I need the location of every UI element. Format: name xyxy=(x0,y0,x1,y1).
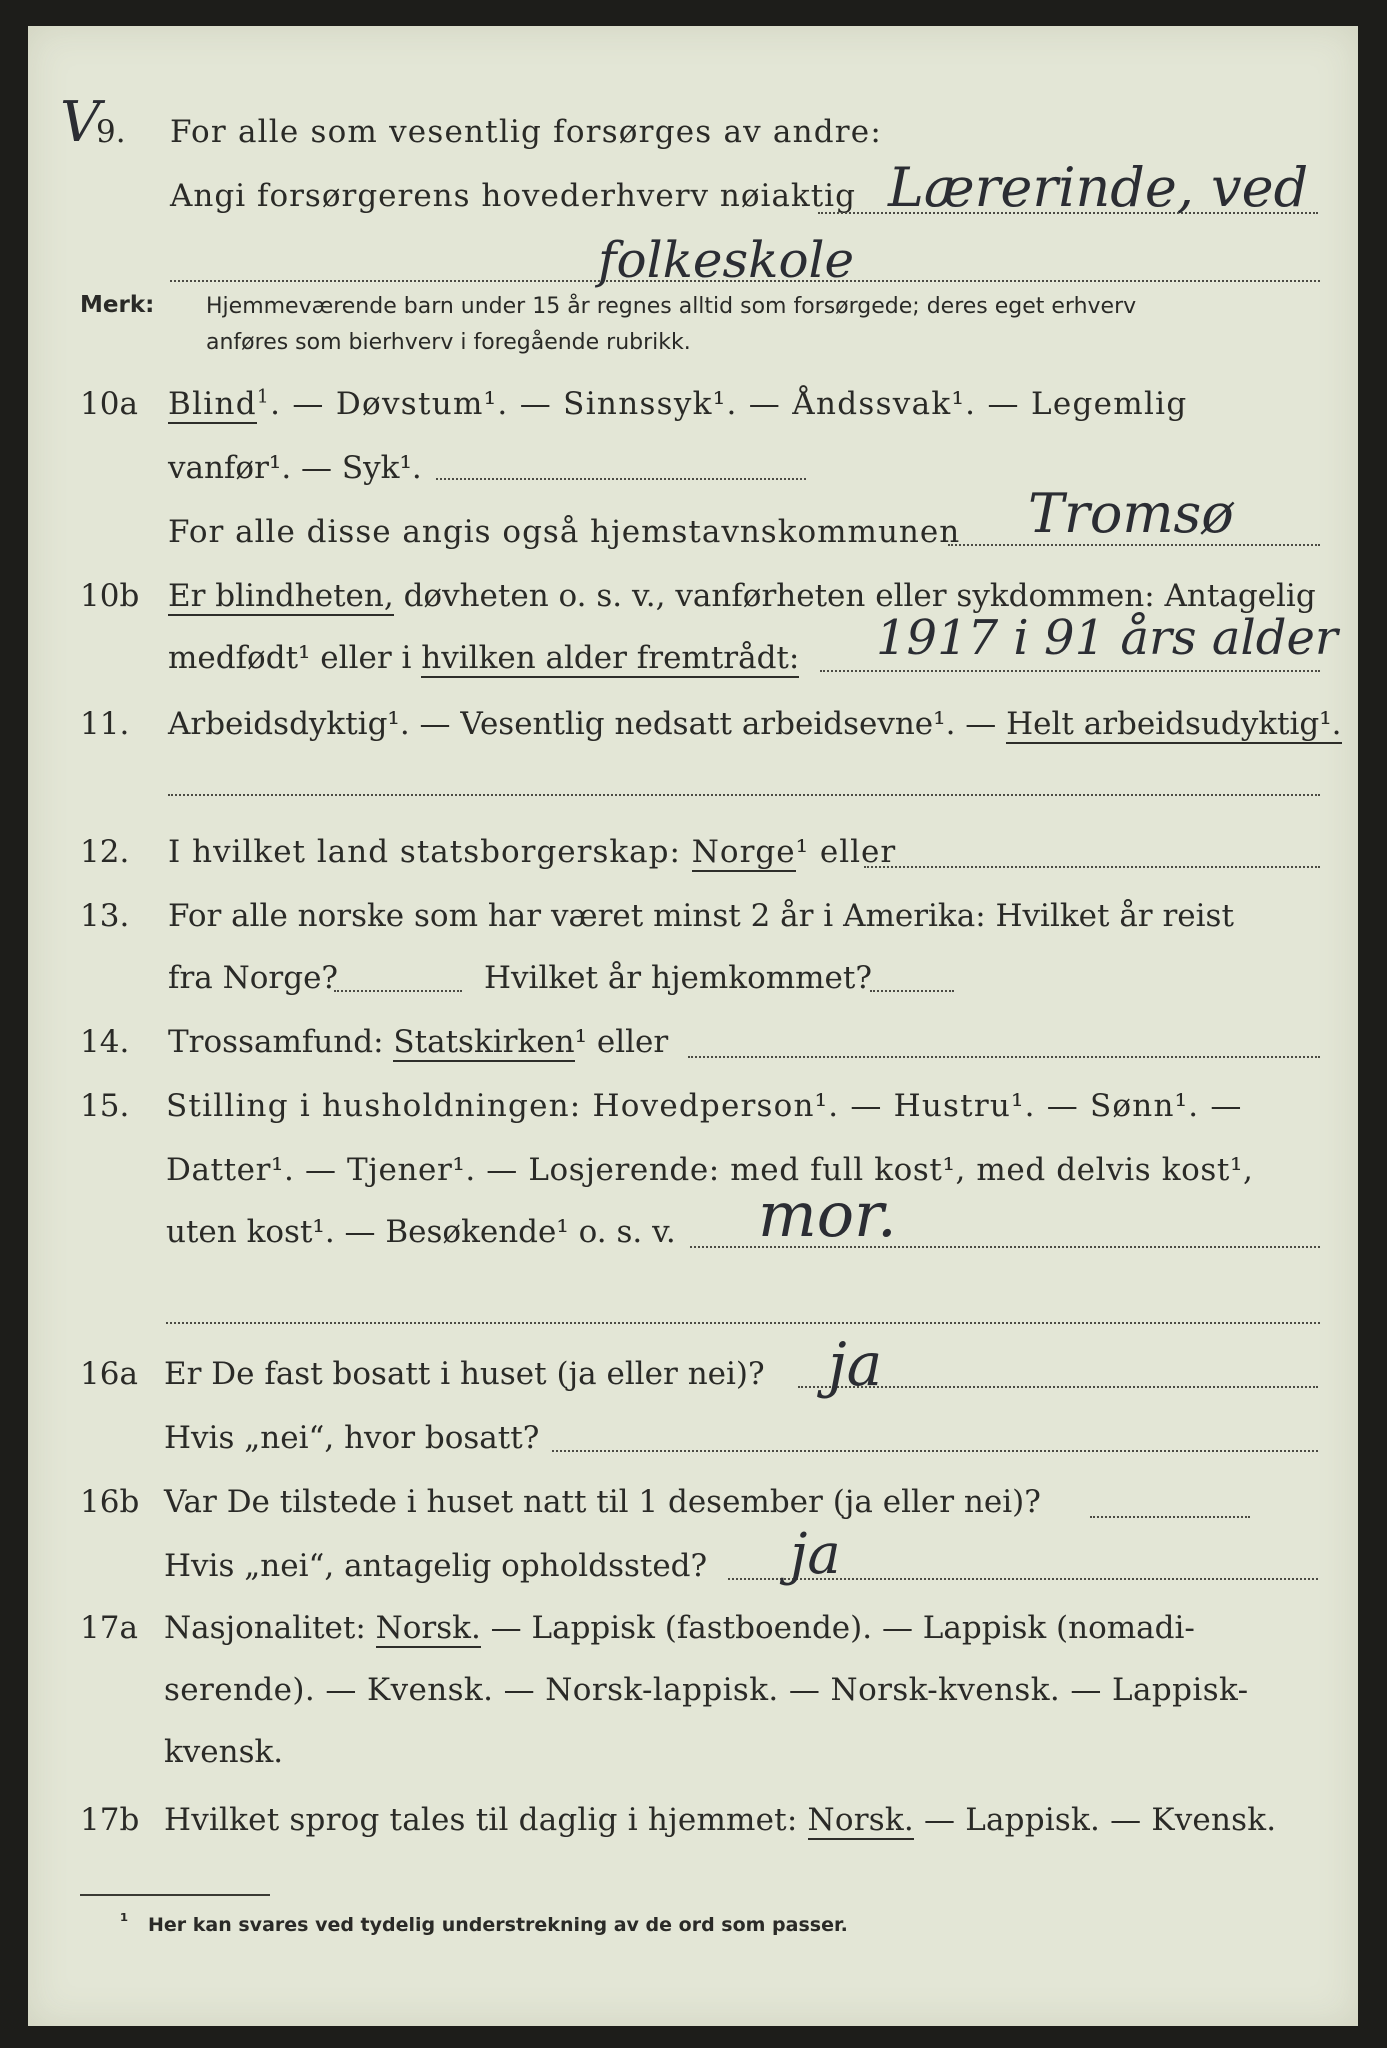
footnote-text: Her kan svares ved tydelig understrekning av de ord som passer. xyxy=(148,1914,848,1936)
footnote-rule xyxy=(80,1894,270,1896)
q17a-line2: serende). — Kvensk. — Norsk-lappisk. — Norsk-kvensk. — Lappisk- xyxy=(164,1672,1249,1708)
q16b-line2: Hvis „nei“, antagelig opholdssted? xyxy=(164,1548,708,1584)
q17b-line-start: Hvilket sprog tales til daglig i hjemmet: xyxy=(164,1802,808,1838)
q13-line2b: Hvilket år hjemkommet? xyxy=(484,960,872,996)
q10a-line1: Blind$^1$. — Døvstum¹. — Sinnssyk¹. — Åndssvak¹. — Legemlig xyxy=(168,386,1188,422)
q9-number: 9. xyxy=(96,114,126,150)
q15-line1: Stilling i husholdningen: Hovedperson¹. — Hustru¹. — Sønn¹. — xyxy=(166,1088,1243,1124)
q9-line1: For alle som vesentlig forsørges av andre: xyxy=(170,114,882,150)
q17a-norsk-underlined[interactable]: Norsk. xyxy=(375,1610,481,1646)
footnote-mark: ¹ xyxy=(120,1910,129,1932)
q15-line2: Datter¹. — Tjener¹. — Losjerende: med full kost¹, med delvis kost¹, xyxy=(166,1152,1254,1188)
q9-line2: Angi forsørgerens hovederhverv nøiaktig xyxy=(170,178,856,214)
q16b-answer[interactable]: ja xyxy=(790,1522,841,1587)
q14-answer-line xyxy=(688,1056,1320,1058)
q16a-line2: Hvis „nei“, hvor bosatt? xyxy=(164,1420,540,1456)
q12-answer-line xyxy=(864,866,1320,868)
q10b-alder-underlined[interactable]: hvilken alder fremtrådt: xyxy=(421,640,800,676)
q10a-line2: vanfør¹. — Syk¹. xyxy=(168,450,422,486)
q17a-line1-rest: — Lappisk (fastboende). — Lappisk (nomadi- xyxy=(480,1610,1195,1646)
q10b-number: 10b xyxy=(80,578,140,614)
q13-year-left-line xyxy=(334,990,462,992)
q10b-line1 xyxy=(168,578,1316,614)
q17b-number: 17b xyxy=(80,1802,140,1838)
q15-line3: uten kost¹. — Besøkende¹ o. s. v. xyxy=(166,1214,676,1250)
q15-number: 15. xyxy=(80,1088,130,1124)
handwritten-check-mark: V xyxy=(60,90,101,155)
q10a-line2-dots xyxy=(436,478,806,480)
q10b-line1-rest: døvheten o. s. v., vanførheten eller sykdommen: Antagelig xyxy=(393,578,1316,614)
q12-line xyxy=(168,834,896,870)
q10b-line2 xyxy=(168,640,799,676)
census-form-page xyxy=(28,26,1358,2026)
q14-line-start: Trossamfund: xyxy=(168,1024,394,1060)
q13-year-returned-line xyxy=(870,990,954,992)
q14-line xyxy=(168,1024,668,1060)
q15-extra-line xyxy=(166,1322,1320,1324)
q11-extra-line xyxy=(168,794,1320,796)
q16b-answer-line xyxy=(1090,1516,1250,1518)
q10a-answer[interactable]: Tromsø xyxy=(1028,482,1234,545)
q16a-answer[interactable]: ja xyxy=(828,1330,883,1400)
q14-number: 14. xyxy=(80,1024,130,1060)
q13-line1: For alle norske som har været minst 2 år i Amerika: Hvilket år reist xyxy=(168,898,1234,934)
q10b-line2-start: medfødt¹ eller i xyxy=(168,640,422,676)
q12-norge-underlined[interactable]: Norge xyxy=(691,834,796,870)
q10b-blindheten-underlined[interactable]: Er blindheten, xyxy=(168,578,394,614)
q10a-line1-rest: . — Døvstum¹. — Sinnssyk¹. — Åndssvak¹. — Legemlig xyxy=(270,386,1188,422)
q17a-number: 17a xyxy=(80,1610,138,1646)
q10a-blind-underlined[interactable]: Blind xyxy=(168,386,257,422)
q17b-line-end: — Lappisk. — Kvensk. xyxy=(913,1802,1277,1838)
q9-answer-part1[interactable]: Lærerinde, ved xyxy=(888,156,1309,219)
q12-line-end: ¹ eller xyxy=(795,834,897,870)
q16a-line1: Er De fast bosatt i huset (ja eller nei)? xyxy=(164,1356,765,1392)
merk-line2: anføres som bierhverv i foregående rubrikk. xyxy=(206,330,691,355)
q16a-residence-line xyxy=(552,1450,1318,1452)
q16b-line1: Var De tilstede i huset natt til 1 desember (ja eller nei)? xyxy=(164,1484,1041,1520)
q9-answer-part2[interactable]: folkeskole xyxy=(598,231,855,289)
q12-number: 12. xyxy=(80,834,130,870)
q11-line xyxy=(168,706,1342,742)
q10b-answer[interactable]: 1917 i 91 års alder xyxy=(876,610,1338,666)
q12-line-start: I hvilket land statsborgerskap: xyxy=(168,834,692,870)
q16b-number: 16b xyxy=(80,1484,140,1520)
q15-answer[interactable]: mor. xyxy=(758,1178,897,1251)
q17a-line1 xyxy=(164,1610,1195,1646)
q14-statskirken-underlined[interactable]: Statskirken xyxy=(393,1024,575,1060)
q10a-number: 10a xyxy=(80,386,138,422)
q11-number: 11. xyxy=(80,706,130,742)
q17a-line3: kvensk. xyxy=(164,1734,284,1770)
q17b-line xyxy=(164,1802,1276,1838)
q13-line2a: fra Norge? xyxy=(168,960,339,996)
q10b-answer-line xyxy=(820,670,1320,672)
merk-label: Merk: xyxy=(80,292,155,318)
q13-number: 13. xyxy=(80,898,130,934)
q10a-line3: For alle disse angis også hjemstavnskommunen xyxy=(168,514,961,550)
q11-line-start: Arbeidsdyktig¹. — Vesentlig nedsatt arbeidsevne¹. — xyxy=(168,706,1007,742)
q16a-number: 16a xyxy=(80,1356,138,1392)
q17a-line1-start: Nasjonalitet: xyxy=(164,1610,376,1646)
merk-line1: Hjemmeværende barn under 15 år regnes alltid som forsørgede; deres eget erhverv xyxy=(206,294,1137,319)
q17b-norsk-underlined[interactable]: Norsk. xyxy=(807,1802,914,1838)
q11-helt-arbeidsudyktig-underlined[interactable]: Helt arbeidsudyktig¹. xyxy=(1006,706,1342,742)
q14-line-end: ¹ eller xyxy=(574,1024,669,1060)
